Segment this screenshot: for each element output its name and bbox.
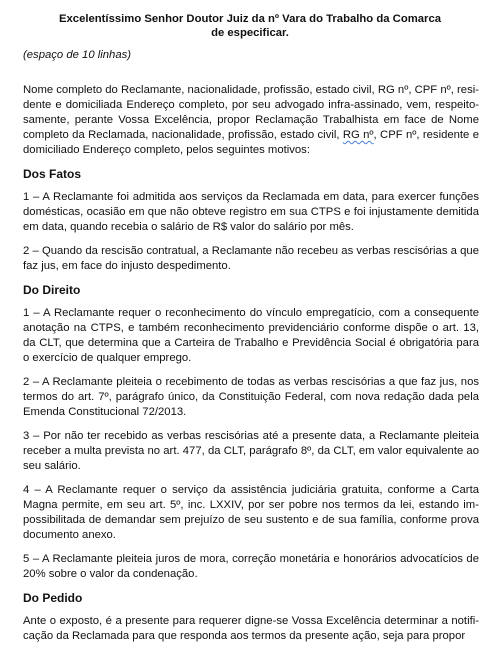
document-header [0, 12, 500, 40]
header-line-1: Excelentíssimo Senhor Doutor Juiz da nº Vara do Trabalho da Comarca [58, 13, 442, 25]
section-title-pedido: Do Pedido [23, 591, 83, 605]
spacing-note: (espaço de 10 linhas) [23, 49, 132, 61]
section-title-fatos: Dos Fatos [23, 167, 82, 181]
pedido-paragraph-1: Ante o exposto, é a presente para requerer digne-se Vossa Excelência determinar a notifi-cação da Reclamada para que responda aos termos da presente ação, seja para propor [23, 615, 479, 642]
fatos-paragraph-2: 2 – Quando da rescisão contratual, a Reclamante não recebeu as verbas rescisórias a que faz jus, em face do injusto despedimento. [23, 245, 479, 272]
direito-paragraph-4: 4 – A Reclamante requer o serviço da assistência judiciária gratuita, conforme a Carta Magna permite, em seu art. 5º, inc. LXXIV, por ser pobre nos termos da lei, estando im-possibilitada de demandar sem prejuízo de seu sustento e de sua família, conforme prova documento anexo. [23, 484, 479, 541]
intro-text-part-1: Nome completo do Reclamante, nacionalidade, profissão, estado civil, RG nº, CPF nº, resi-dente e domiciliada Endereço completo, por seu advogado infra-assinado, vem, respeito-samente, perante Vossa Excelência, propor Reclamação Trabalhista em face de Nome completo da Reclamada, nacionalidade, profissão, estado civil, [23, 84, 479, 141]
document-body [23, 83, 479, 653]
intro-text-part-2: , CPF nº, residente e domiciliado Endereço completo, pelos seguintes motivos: [23, 129, 479, 156]
intro-paragraph [23, 83, 479, 158]
direito-paragraph-5: 5 – A Reclamante pleiteia juros de mora, correção monetária e honorários advocatícios de 20% sobre o valor da condenação. [23, 553, 479, 580]
spellcheck-flagged-word[interactable]: RG nº [342, 129, 374, 141]
header-line-2: de especificar. [211, 27, 289, 39]
section-title-direito: Do Direito [23, 283, 81, 297]
direito-paragraph-2: 2 – A Reclamante pleiteia o recebimento de todas as verbas rescisórias a que faz jus, nos termos do art. 7º, parágrafo único, da Constituição Federal, com nova redação dada pela Emenda Constitucional 72/2013. [23, 376, 479, 418]
direito-paragraph-1: 1 – A Reclamante requer o reconhecimento do vínculo empregatício, com a consequente anotação na CTPS, e também reconhecimento previdenciário conforme dispõe o art. 13, da CLT, que determina que a Carteira de Trabalho e Previdência Social é obrigatória para o exercício de qualquer emprego. [23, 307, 479, 364]
fatos-paragraph-1: 1 – A Reclamante foi admitida aos serviços da Reclamada em data, para exercer funções domésticas, ocasião em que não obteve registro em sua CTPS e foi injustamente demitida em data, quando recebia o salário de R$ valor do salário por mês. [23, 191, 479, 233]
direito-paragraph-3: 3 – Por não ter recebido as verbas rescisórias até a presente data, a Reclamante pleiteia receber a multa prevista no art. 477, da CLT, parágrafo 8º, da CLT, em valor equivalente ao seu salário. [23, 430, 479, 472]
